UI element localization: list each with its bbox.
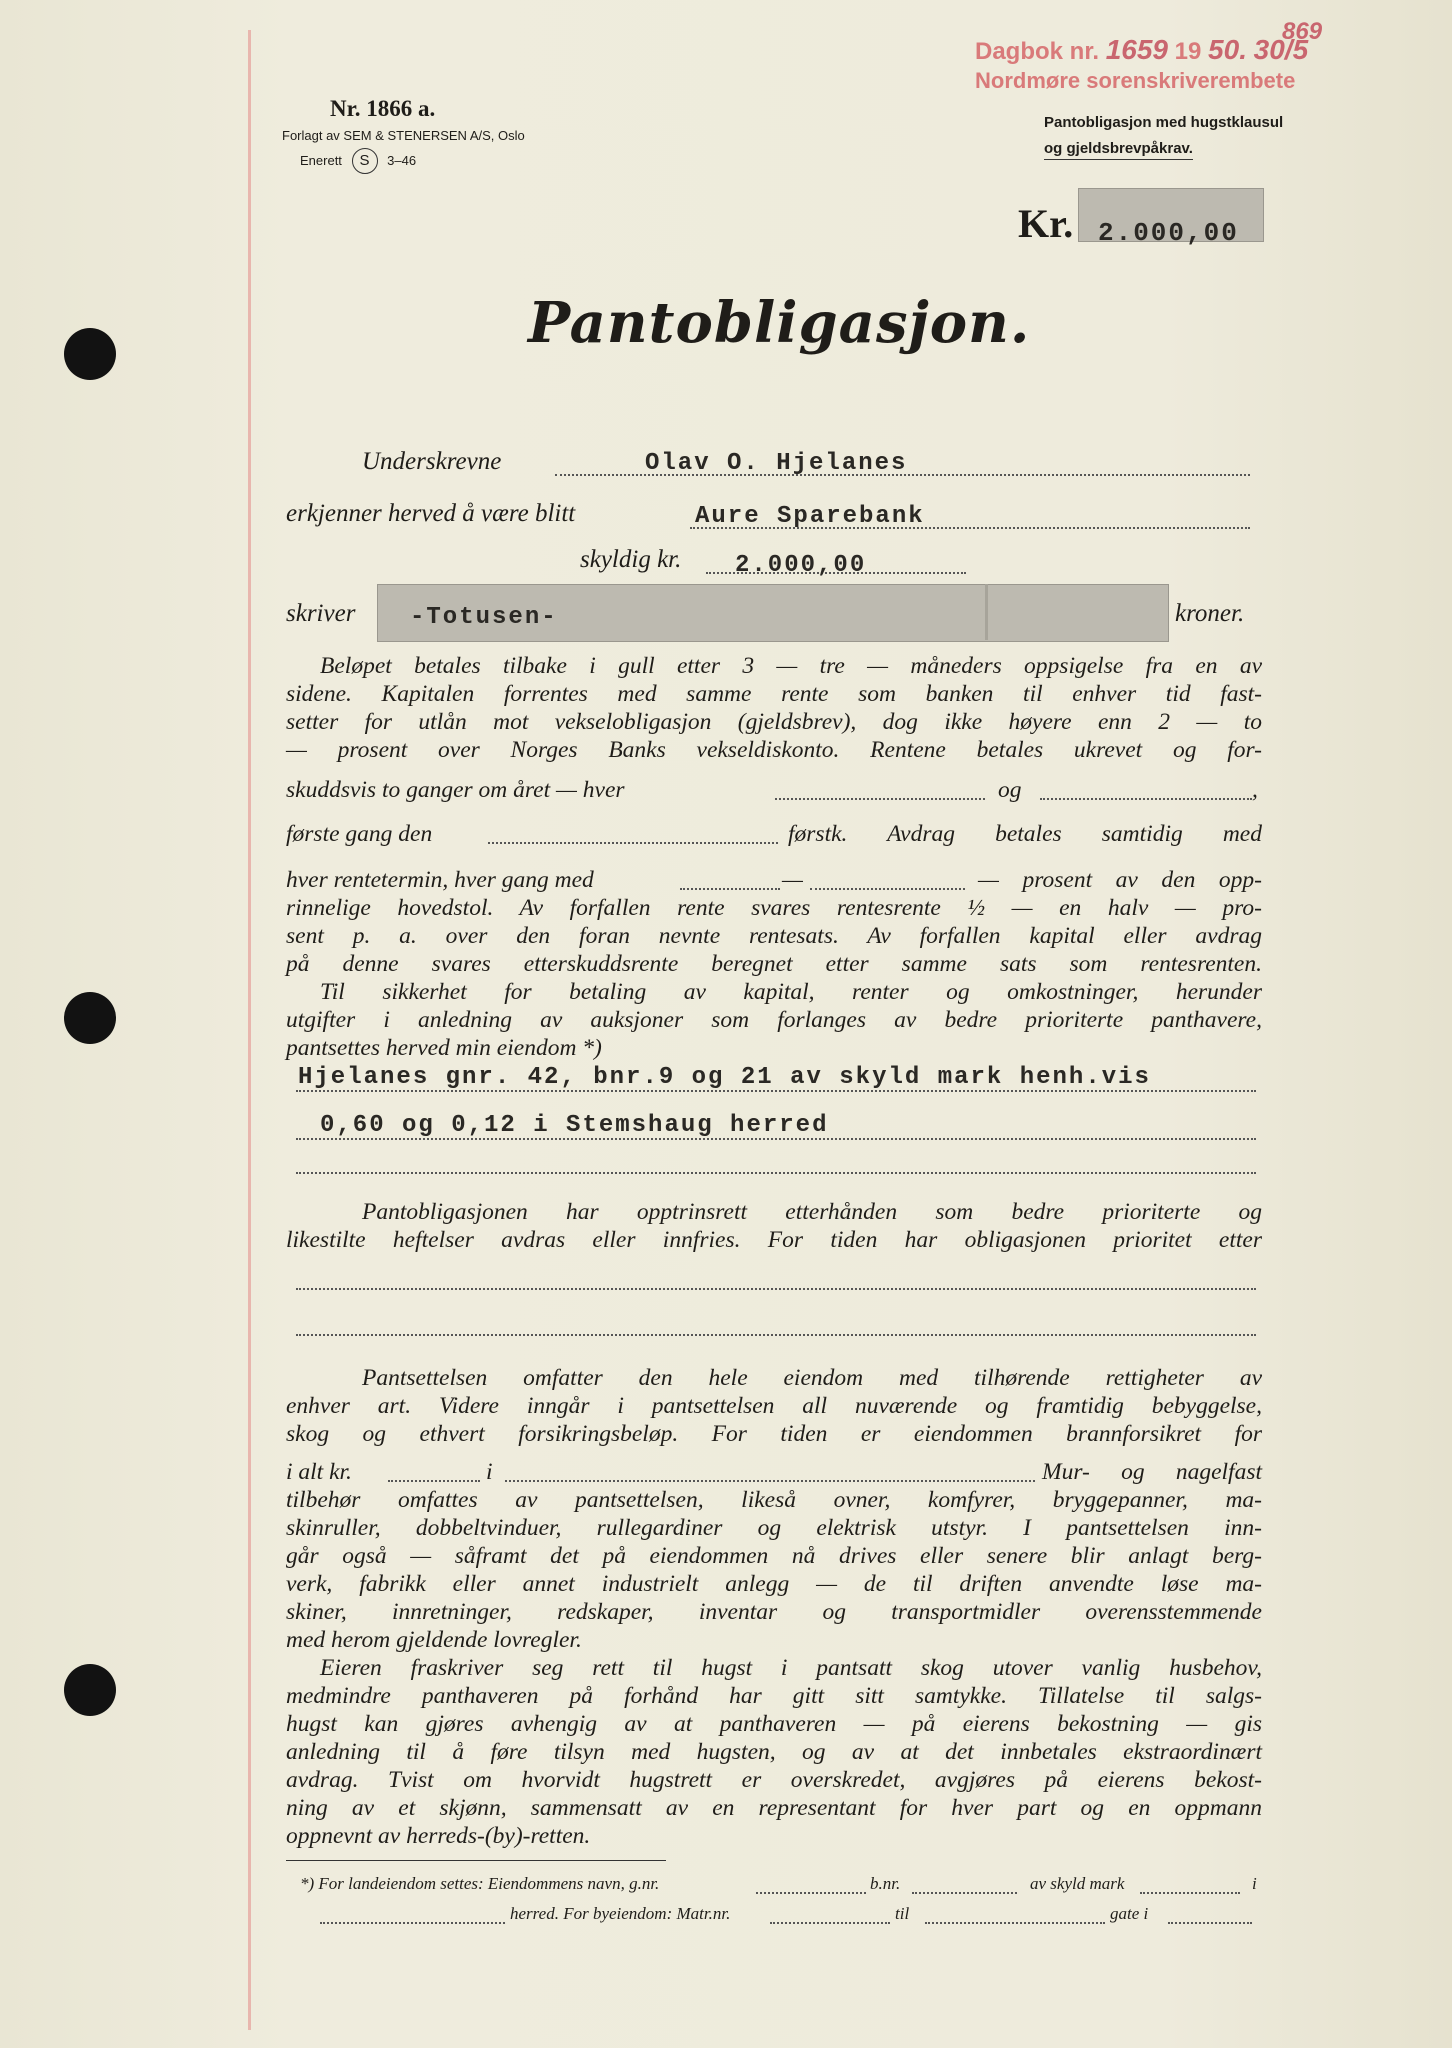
form-type: Pantobligasjon med hugstklausul	[1044, 114, 1284, 131]
repayment-paragraph-cont	[286, 680, 1262, 764]
form-number: Nr. 1866 a.	[330, 96, 436, 121]
installment-dash: —	[782, 867, 803, 893]
text-line: hugst kan gjøres avhengig av at panthaveren — på eierens bekostning — gis	[286, 1711, 1262, 1737]
text-line: likestilte heftelser avdras eller innfries. For tiden har obligasjonen prioritet etter	[286, 1227, 1262, 1253]
text-line: Mur- og nagelfast	[1042, 1459, 1262, 1485]
footnote-text: gate i	[1110, 1904, 1149, 1923]
insured-company-line	[505, 1480, 1035, 1482]
text-line: tilbehør omfattes av pantsettelsen, likeså ovner, komfyrer, bryggepanner, ma-	[286, 1487, 1262, 1513]
text-line: enhver art. Videre inngår i pantsettelsen all nuværende og framtidig bebyggelse,	[286, 1393, 1262, 1419]
text-line: avdrag. Tvist om hvorvidt hugstrett er overskredet, avgjøres på eierens bekost-	[286, 1767, 1262, 1793]
priority-line-1	[296, 1288, 1256, 1290]
text-line: skiner, innretninger, redskaper, inventar og transportmidler overensstemmende	[286, 1599, 1262, 1625]
priority-line-2	[296, 1334, 1256, 1336]
property-description-2: 0,60 og 0,12 i Stemshaug herred	[320, 1112, 829, 1139]
footnote-text: i	[1252, 1874, 1257, 1893]
text-line: utgifter i anledning av auksjoner som forlanges av bedre prioriterte panthavere,	[286, 1007, 1262, 1033]
footnote-line	[1168, 1922, 1252, 1924]
insured-in: i	[486, 1459, 493, 1485]
stamp-office: Nordmøre sorenskriverembete	[975, 68, 1296, 93]
insured-amount-line	[388, 1480, 480, 1482]
text-line: Pantsettelsen omfatter den hele eiendom med tilhørende rettigheter av	[362, 1365, 1262, 1391]
text-line: pantsettes herved min eiendom *)	[286, 1035, 602, 1061]
debt-label: skyldig kr.	[580, 546, 682, 573]
logging-paragraph	[320, 1654, 1262, 1682]
amount-words-label: skriver	[286, 600, 356, 627]
document-title: Pantobligasjon.	[528, 290, 1031, 356]
amount-words-suffix: kroner.	[1175, 600, 1245, 627]
text-line: skog og ethvert forsikringsbeløp. For tiden er eiendommen brannforsikret for	[286, 1421, 1262, 1447]
footnote-line	[756, 1892, 866, 1894]
installment-line-1	[680, 888, 780, 890]
first-date-line	[488, 842, 778, 844]
fixtures-paragraph	[286, 1486, 1262, 1654]
debt-value: 2.000,00	[735, 552, 867, 579]
installment-text	[978, 866, 1262, 894]
form-type-line-2: og gjeldsbrevpåkrav.	[1044, 140, 1193, 160]
text-line: anledning til å føre tilsyn med hugsten, og av at det innbetales ekstraordinært	[286, 1739, 1262, 1765]
stamp-year: 50.	[1208, 34, 1247, 65]
text-line: førstk. Avdrag betales samtidig med	[788, 821, 1262, 847]
stamp-year-prefix: 19	[1174, 38, 1202, 65]
scope-paragraph-cont	[286, 1392, 1262, 1448]
amount-value: 2.000,00	[1098, 218, 1239, 248]
footnote-line	[1140, 1892, 1240, 1894]
insured-fixtures	[1042, 1458, 1262, 1486]
stamp-date: 30/5	[1253, 34, 1309, 65]
text-line: med herom gjeldende lovregler.	[286, 1627, 582, 1653]
text-line: sidene. Kapitalen forrentes med samme rente som banken til enhver tid fast-	[286, 681, 1262, 707]
footnote-rule	[286, 1860, 666, 1861]
interest-comma: ,	[1252, 777, 1258, 803]
text-line: — prosent av den opp-	[978, 867, 1262, 893]
text-line: på denne svares etterskuddsrente beregnet etter samme sats som rentesrenten.	[286, 951, 1262, 977]
punch-hole	[64, 328, 116, 380]
text-line: skinruller, dobbeltvinduer, rullegardiner og elektrisk utstyr. I pantsettelsen inn-	[286, 1515, 1262, 1541]
footnote-line	[912, 1892, 1017, 1894]
text-line: — prosent over Norges Banks vekseldiskonto. Rentene betales ukrevet og for-	[286, 737, 1262, 763]
text-line: verk, fabrikk eller annet industrielt anlegg — de til driften anvendte løse ma-	[286, 1571, 1262, 1597]
interest-terms-label: skuddsvis to ganger om året — hver	[286, 777, 625, 803]
text-line: Eieren fraskriver seg rett til hugst i pantsatt skog utover vanlig husbehov,	[320, 1655, 1262, 1681]
undersigned-label: Underskrevne	[362, 448, 502, 475]
undersigned-value: Olav O. Hjelanes	[645, 450, 908, 477]
amount-words-value: -Totusen-	[410, 604, 558, 631]
property-line-3	[296, 1172, 1256, 1174]
text-line: Pantobligasjonen har opptrinsrett etterhånden som bedre prioriterte og	[362, 1199, 1262, 1225]
text-line: sent p. a. over den foran nevnte rentesats. Av forfallen kapital eller avdrag	[286, 923, 1262, 949]
punch-hole	[64, 992, 116, 1044]
publisher-logo: S	[352, 148, 378, 174]
publisher-line: Forlagt av SEM & STENERSEN A/S, Oslo	[282, 128, 525, 143]
text-line: går også — såframt det på eiendommen nå drives eller senere blir anlagt berg-	[286, 1543, 1262, 1569]
amount-words-divider	[985, 584, 988, 640]
text-line: Beløpet betales tilbake i gull etter 3 — tre — måneders oppsigelse fra en av	[320, 653, 1262, 679]
priority-paragraph-cont	[286, 1226, 1262, 1254]
stamp-label: Dagbok nr.	[975, 38, 1100, 65]
text-line: Til sikkerhet for betaling av kapital, renter og omkostninger, herunder	[320, 979, 1262, 1005]
text-line: ning av et skjønn, sammensatt av en representant for hver part og en oppmann	[286, 1795, 1262, 1821]
footnote-text: b.nr.	[870, 1874, 901, 1893]
stamp-folio: 869	[1282, 18, 1323, 45]
interest-date-2	[1040, 798, 1252, 800]
footnote-text: til	[895, 1904, 910, 1923]
publisher-rights: Enerett	[300, 153, 342, 168]
logging-paragraph-cont	[286, 1682, 1262, 1850]
installment-label: hver rentetermin, hver gang med	[286, 867, 594, 893]
footnote-text: *) For landeiendom settes: Eiendommens navn, g.nr.	[300, 1874, 660, 1893]
repayment-paragraph	[320, 652, 1262, 680]
footnote-line	[925, 1922, 1105, 1924]
publisher-date: 3–46	[387, 153, 417, 168]
creditor-value: Aure Sparebank	[695, 503, 925, 530]
security-paragraph-cont	[286, 1006, 1262, 1062]
first-date-text	[788, 820, 1262, 848]
scope-paragraph	[362, 1364, 1262, 1392]
footnote-text: herred. For byeiendom: Matr.nr.	[510, 1904, 731, 1923]
interest-date-1	[775, 798, 985, 800]
creditor-label: erkjenner herved å være blitt	[286, 500, 576, 527]
footnote-line	[770, 1922, 890, 1924]
stamp-dagbok-number: 1659	[1105, 34, 1168, 65]
registry-stamp	[975, 34, 1308, 66]
property-description-1: Hjelanes gnr. 42, bnr.9 og 21 av skyld mark henh.vis	[298, 1064, 1151, 1091]
text-line: oppnevnt av herreds-(by)-retten.	[286, 1823, 591, 1849]
installment-line-2	[810, 888, 965, 890]
priority-paragraph	[362, 1198, 1262, 1226]
text-line: rinnelige hovedstol. Av forfallen rente svares rentesrente ½ — en halv — pro-	[286, 895, 1262, 921]
interest-paragraph	[286, 894, 1262, 978]
text-line: medmindre panthaveren på forhånd har gitt sitt samtykke. Tillatelse til salgs-	[286, 1683, 1262, 1709]
interest-and: og	[998, 777, 1022, 803]
first-date-label: første gang den	[286, 821, 433, 847]
margin-line	[248, 30, 251, 2030]
amount-label: Kr.	[1018, 201, 1074, 246]
security-paragraph	[320, 978, 1262, 1006]
publisher-line-2	[300, 148, 416, 174]
insured-label: i alt kr.	[286, 1459, 352, 1485]
footnote-line	[320, 1922, 505, 1924]
footnote-text: av skyld mark	[1030, 1874, 1125, 1893]
punch-hole	[64, 1664, 116, 1716]
text-line: setter for utlån mot vekselobligasjon (gjeldsbrev), dog ikke høyere enn 2 — to	[286, 709, 1262, 735]
